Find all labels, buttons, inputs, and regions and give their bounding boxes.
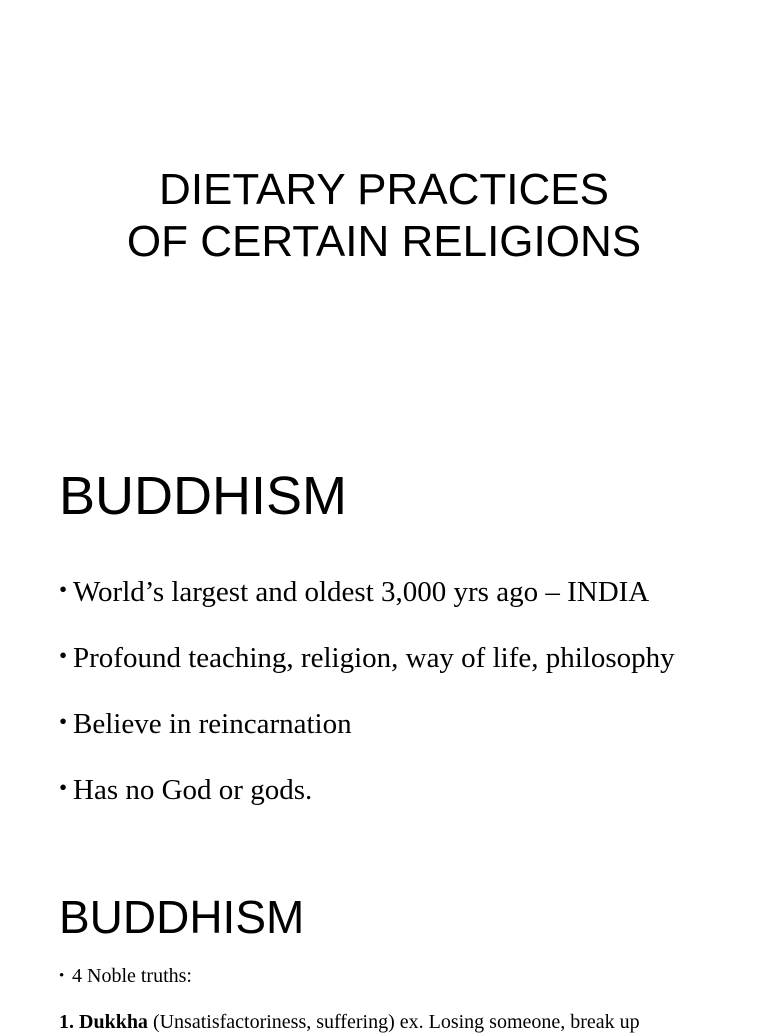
truth-number: 1.	[59, 1011, 74, 1033]
list-item-text: World’s largest and oldest 3,000 yrs ago – INDIA	[73, 576, 650, 608]
buddhism-slide-2	[0, 860, 768, 1033]
list-item	[59, 962, 192, 990]
bullet-icon: •	[59, 709, 68, 735]
list-item-text: Profound teaching, religion, way of life, philosophy	[73, 642, 675, 674]
truth-term: Dukkha	[79, 1011, 148, 1033]
list-item	[59, 704, 675, 770]
title-slide	[0, 0, 768, 400]
bullet-icon: •	[59, 643, 68, 669]
title-line-2: OF CERTAIN RELIGIONS	[126, 217, 642, 266]
bullet-list	[59, 962, 192, 990]
buddhism-slide-1	[0, 440, 768, 850]
bullet-list	[59, 572, 675, 836]
bullet-icon: •	[59, 775, 68, 801]
noble-truth-item	[59, 1008, 640, 1036]
presentation-title	[0, 164, 768, 268]
title-line-1: DIETARY PRACTICES	[159, 165, 609, 214]
slide-heading: BUDDHISM	[59, 891, 305, 943]
bullet-icon: •	[59, 577, 68, 603]
list-item	[59, 638, 675, 704]
slide-heading: BUDDHISM	[59, 466, 348, 526]
list-item	[59, 770, 675, 836]
list-item-text: Believe in reincarnation	[73, 708, 352, 740]
list-item	[59, 572, 675, 638]
bullet-icon: •	[59, 968, 65, 984]
list-item-text: Has no God or gods.	[73, 774, 313, 806]
list-item-text: 4 Noble truths:	[72, 965, 192, 987]
truth-description: (Unsatisfactoriness, suffering) ex. Losing someone, break up	[152, 1011, 640, 1033]
